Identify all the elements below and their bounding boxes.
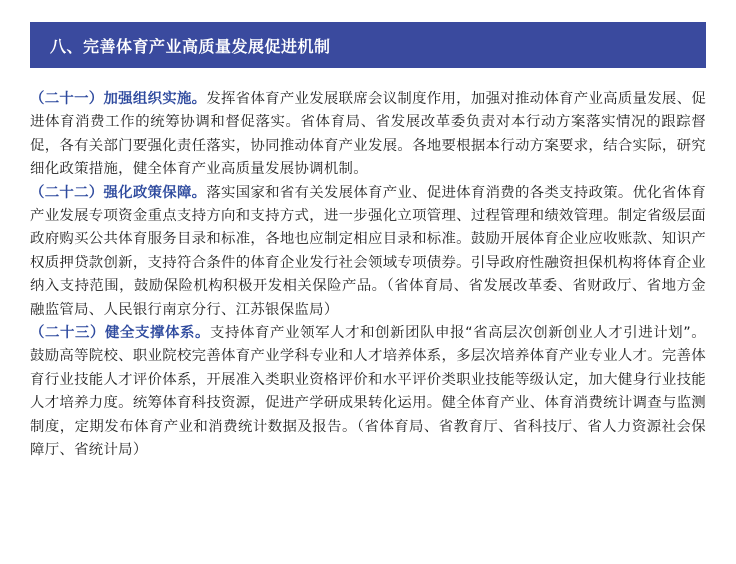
paragraph-23-text: 支持体育产业领军人才和创新团队申报“省高层次创新创业人才引进计划”。鼓励高等院校、职业院校完善体育产业学科专业和人才培养体系，多层次培养体育产业专业人才。完善体育行业技能人才评价体系，开展准入类职业资格评价和水平评价类职业技能等级认定，加大健身行业技能人才培养力度。统筹体育科技资源，促进产学研成果转化运用。健全体育产业、体育消费统计调查与监测制度，定期发布体育产业和消费统计数据及报告。（省体育局、省教育厅、省科技厅、省人力资源社会保障厅、省统计局） <box>30 325 706 459</box>
paragraph-23 <box>30 322 706 462</box>
paragraph-21 <box>30 88 706 182</box>
section-title: 八、完善体育产业高质量发展促进机制 <box>50 36 331 56</box>
paragraph-23-title: （二十三）健全支撑体系。 <box>30 325 211 342</box>
paragraph-21-text: 发挥省体育产业发展联席会议制度作用，加强对推动体育产业高质量发展、促进体育消费工作的统筹协调和督促落实。省体育局、省发展改革委负责对本行动方案落实情况的跟踪督促，各有关部门要强化责任落实，协同推动体育产业发展。各地要根据本行动方案要求，结合实际，研究细化政策措施，健全体育产业高质量发展协调机制。 <box>30 91 707 178</box>
document-body <box>30 88 706 463</box>
paragraph-22-title: （二十二）强化政策保障。 <box>30 184 207 201</box>
paragraph-21-title: （二十一）加强组织实施。 <box>30 91 207 107</box>
paragraph-22-text: 落实国家和省有关发展体育产业、促进体育消费的各类支持政策。优化省体育产业发展专项资金重点支持方向和支持方式，进一步强化立项管理、过程管理和绩效管理。制定省级层面政府购买公共体育服务目录和标准，各地也应制定相应目录和标准。鼓励开展体育企业应收账款、知识产权质押贷款创新，支持符合条件的体育企业发行社会领域专项债券。引导政府性融资担保机构将体育企业纳入支持范围，鼓励保险机构积极开发相关保险产品。（省体育局、省发展改革委、省财政厅、省地方金融监管局、人民银行南京分行、江苏银保监局） <box>30 184 707 318</box>
section-header <box>30 22 706 68</box>
paragraph-22 <box>30 182 706 322</box>
